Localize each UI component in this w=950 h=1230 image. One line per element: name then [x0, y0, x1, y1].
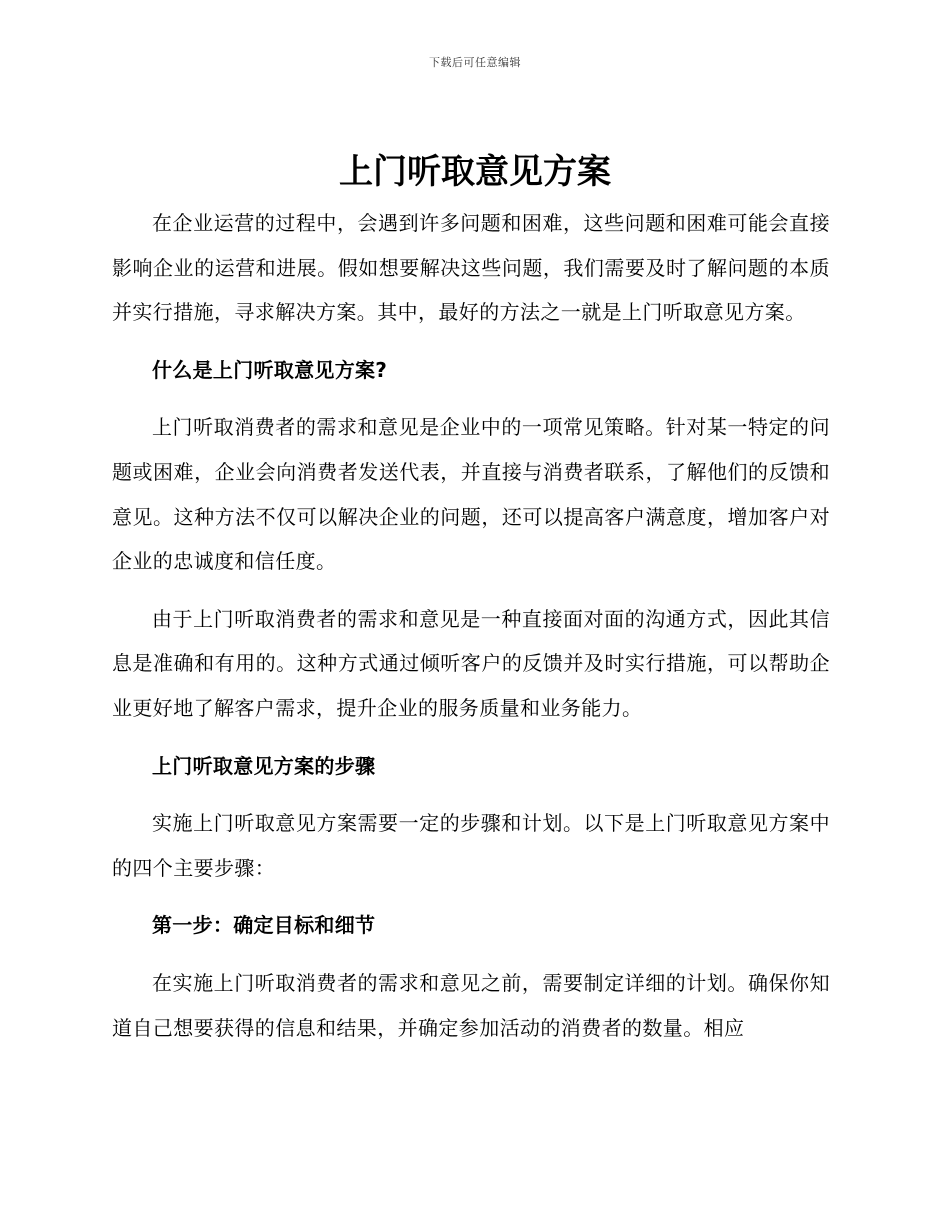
- section-heading-steps: 上门听取意见方案的步骤: [152, 753, 376, 778]
- document-title: 上门听取意见方案: [339, 152, 611, 192]
- document-body: [112, 201, 830, 1050]
- section1-paragraph-1: 上门听取消费者的需求和意见是企业中的一项常见策略。针对某一特定的问题或困难，企业会向消费者发送代表，并直接与消费者联系，了解他们的反馈和意见。这种方法不仅可以解决企业的问题，还可以提高客户满意度，增加客户对企业的忠诚度和信任度。: [112, 415, 830, 574]
- section-heading-what-is: 什么是上门听取意见方案?: [152, 357, 388, 382]
- intro-paragraph: 在企业运营的过程中，会遇到许多问题和困难，这些问题和困难可能会直接影响企业的运营和进展。假如想要解决这些问题，我们需要及时了解问题的本质并实行措施，寻求解决方案。其中，最好的方法之一就是上门听取意见方案。: [112, 211, 830, 325]
- section2-paragraph-1: 实施上门听取意见方案需要一定的步骤和计划。以下是上门听取意见方案中的四个主要步骤：: [112, 811, 830, 880]
- step1-paragraph-1: 在实施上门听取消费者的需求和意见之前，需要制定详细的计划。确保你知道自己想要获得的信息和结果，并确定参加活动的消费者的数量。相应: [112, 970, 830, 1040]
- page-header-watermark: 下载后可任意编辑: [429, 56, 521, 69]
- section1-paragraph-2: 由于上门听取消费者的需求和意见是一种直接面对面的沟通方式，因此其信息是准确和有用的。这种方式通过倾听客户的反馈并及时实行措施，可以帮助企业更好地了解客户需求，提升企业的服务质量和业务能力。: [112, 606, 830, 720]
- step1-heading: 第一步：确定目标和细节: [152, 913, 376, 938]
